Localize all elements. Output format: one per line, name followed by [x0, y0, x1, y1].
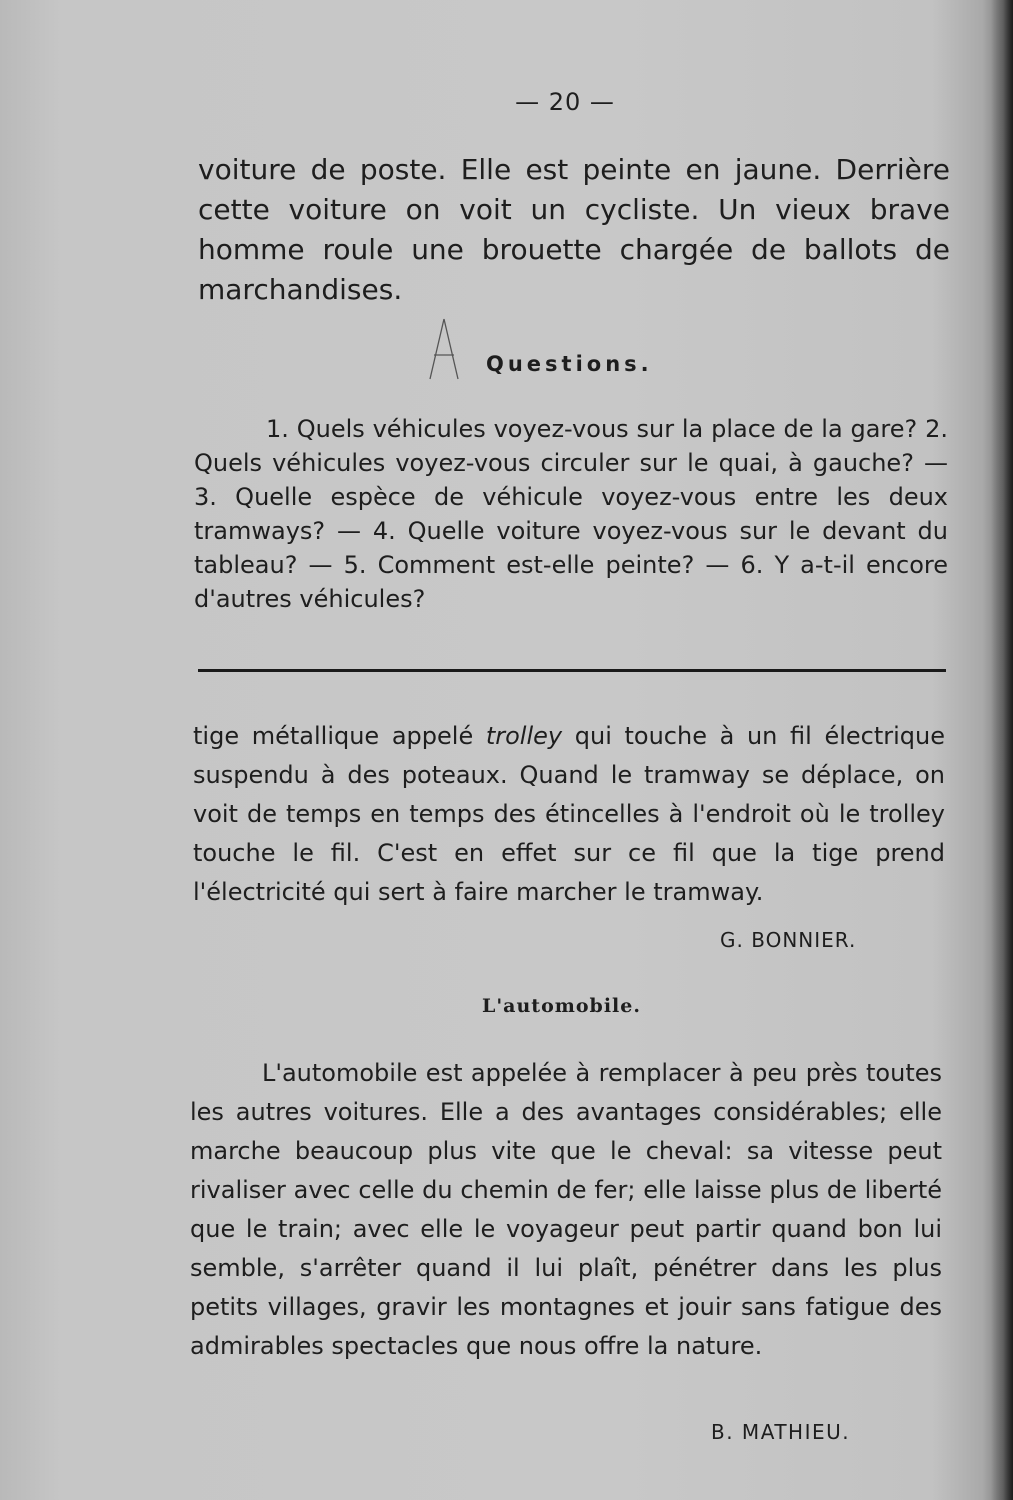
pencil-mark-icon — [422, 315, 462, 385]
trolley-term: trolley — [485, 722, 563, 750]
questions-body: 1. Quels véhicules voyez-vous sur la place de la gare? 2. Quels véhicules voyez-vous circuler sur le quai, à gauche? — 3. Quelle espèce de véhicule voyez-vous entre les deux tramways? — 4. Quelle voiture voyez-vous sur le devant du tableau? — 5. Comment est-elle peinte? — 6. Y a-t-il encore d'autres véhicules? — [194, 415, 948, 613]
questions-heading: Questions. — [486, 352, 653, 376]
automobile-heading: L'automobile. — [482, 995, 641, 1017]
automobile-passage — [190, 1054, 942, 1366]
paragraph-continued: voiture de poste. Elle est peinte en jaune. Derrière cette voiture on voit un cycliste. Un vieux brave homme roule une brouette chargée de ballots de marchandises. — [198, 153, 950, 306]
tram-text-before: tige métallique appelé — [193, 722, 486, 750]
tram-passage — [193, 717, 945, 912]
section-divider — [198, 669, 946, 672]
automobile-body: L'automobile est appelée à remplacer à peu près toutes les autres voitures. Elle a des avantages considérables; elle marche beaucoup plus vite que le cheval: sa vitesse peut rivaliser avec celle du chemin de fer; elle laisse plus de liberté que le train; avec elle le voyageur peut partir quand bon lui semble, s'arrêter quand il lui plaît, pénétrer dans les plus petits villages, gravir les montagnes et jouir sans fatigue des admirables spectacles que nous offre la nature. — [190, 1059, 942, 1360]
page-number: — 20 — — [515, 88, 615, 116]
page-edge-shadow — [991, 0, 1013, 1500]
author-bonnier: G. BONNIER. — [720, 928, 857, 952]
tram-text-after: qui touche à un fil électrique suspendu à des poteaux. Quand le tramway se déplace, on voit de temps en temps des étincelles à l'endroit où le trolley touche le fil. C'est en effet sur ce fil que la tige prend l'électricité qui sert à faire marcher le tramway. — [193, 722, 945, 906]
author-mathieu: B. MATHIEU. — [711, 1420, 851, 1444]
questions-text — [194, 412, 948, 616]
